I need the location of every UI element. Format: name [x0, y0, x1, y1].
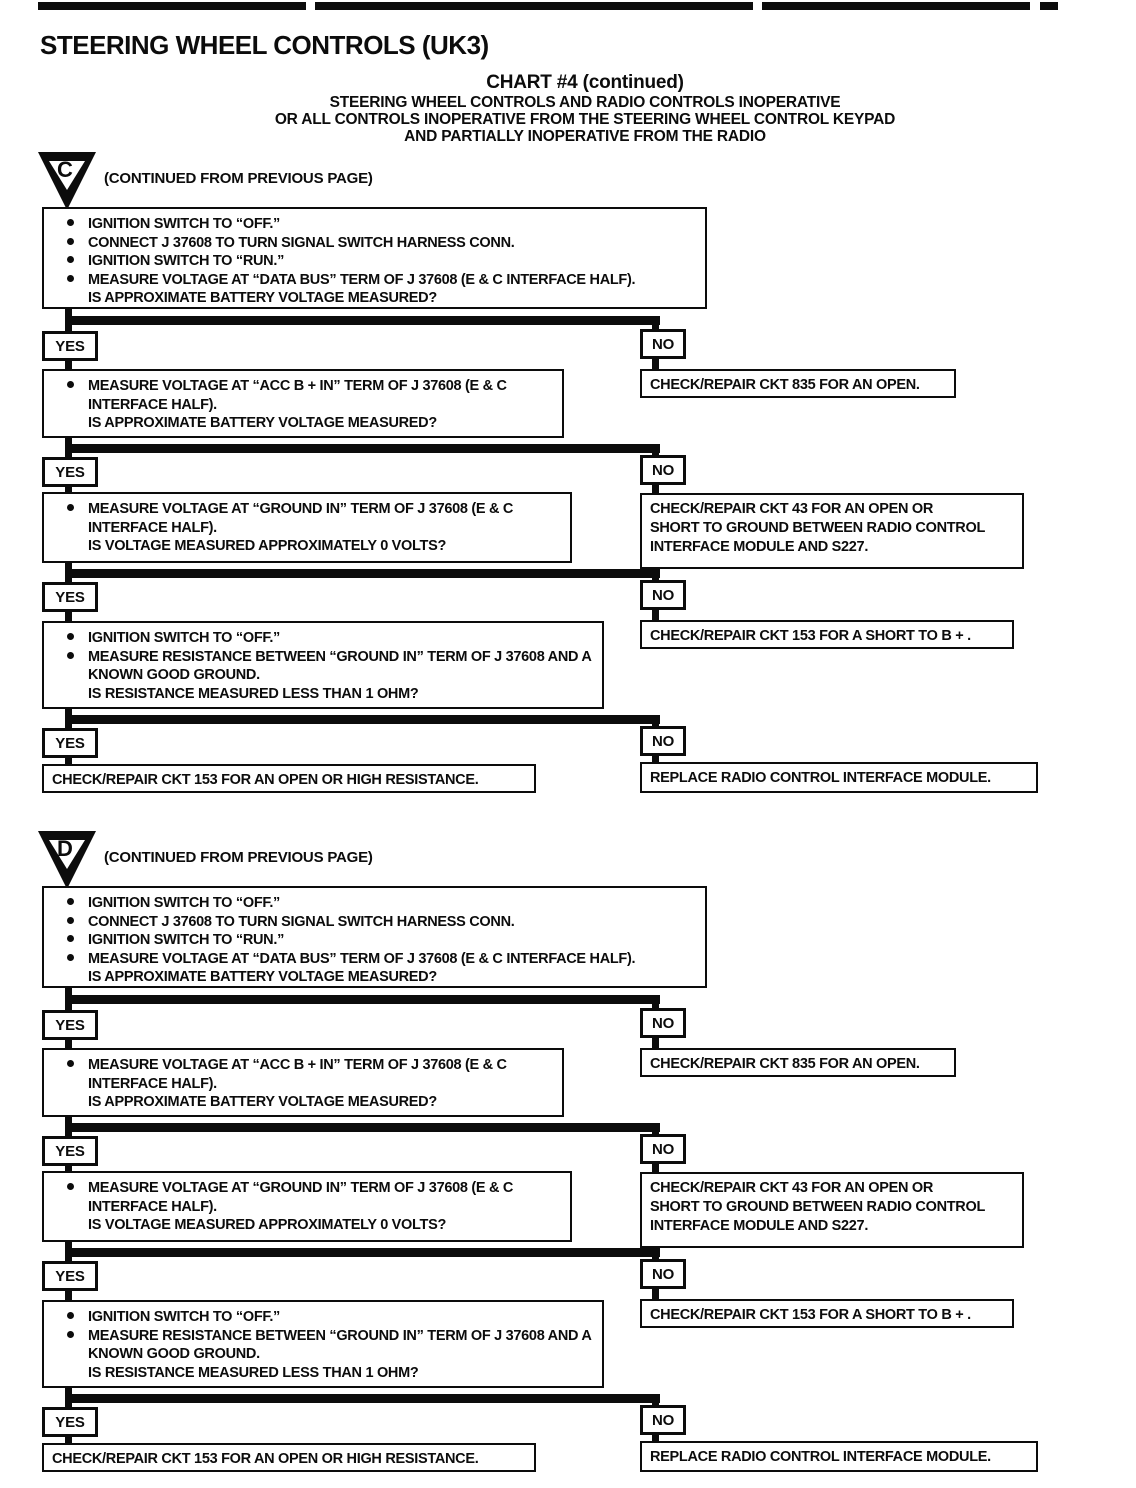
bullet-icon: [52, 215, 88, 234]
connector-line: [65, 1039, 72, 1048]
section-marker-letter: D: [57, 836, 73, 861]
step-bullet: IGNITION SWITCH TO “OFF.”: [52, 215, 697, 234]
page-top-rule: [315, 2, 753, 10]
step-question: IS APPROXIMATE BATTERY VOLTAGE MEASURED?: [52, 289, 697, 308]
no-result-box-2: CHECK/REPAIR CKT 43 FOR AN OPEN OR SHORT TO GROUND BETWEEN RADIO CONTROL INTERFACE MODULE AND S227.: [640, 493, 1024, 569]
connector-line: [65, 1394, 660, 1403]
chart-subtitle-line: OR ALL CONTROLS INOPERATIVE FROM THE STEERING WHEEL CONTROL KEYPAD: [274, 111, 896, 128]
connector-line: [652, 1164, 659, 1172]
step-box-3: [42, 492, 572, 563]
step-question: IS APPROXIMATE BATTERY VOLTAGE MEASURED?: [52, 968, 697, 987]
step-bullet: MEASURE VOLTAGE AT “DATA BUS” TERM OF J 37608 (E & C INTERFACE HALF).: [52, 271, 697, 290]
step-bullet: IGNITION SWITCH TO “RUN.”: [52, 252, 697, 271]
chart-title: CHART #4 (continued): [486, 72, 684, 93]
step-question: IS VOLTAGE MEASURED APPROXIMATELY 0 VOLTS?: [52, 537, 562, 556]
no-box: NO: [640, 1405, 686, 1435]
no-result-box-4: REPLACE RADIO CONTROL INTERFACE MODULE.: [640, 1441, 1038, 1472]
connector-line: [65, 360, 72, 369]
yes-box: YES: [42, 1136, 98, 1166]
step-box-2: [42, 1048, 564, 1117]
no-result-box-4: REPLACE RADIO CONTROL INTERFACE MODULE.: [640, 762, 1038, 793]
page-top-rule: [38, 2, 306, 10]
step-question: IS APPROXIMATE BATTERY VOLTAGE MEASURED?: [52, 414, 554, 433]
bullet-icon: [52, 1093, 88, 1112]
bullet-icon: [52, 685, 88, 704]
section-marker-triangle: [38, 831, 96, 889]
step-box-3: [42, 1171, 572, 1242]
step-box-4: [42, 621, 604, 709]
connector-line: [652, 1289, 659, 1299]
connector-line: [652, 485, 659, 493]
bullet-icon: [52, 252, 88, 271]
no-result-box-2: CHECK/REPAIR CKT 43 FOR AN OPEN OR SHORT TO GROUND BETWEEN RADIO CONTROL INTERFACE MODULE AND S227.: [640, 1172, 1024, 1248]
step-bullet: MEASURE VOLTAGE AT “GROUND IN” TERM OF J 37608 (E & C INTERFACE HALF).: [52, 1179, 562, 1216]
connector-line: [65, 1291, 72, 1300]
connector-line: [652, 610, 659, 620]
no-result-box-3: CHECK/REPAIR CKT 153 FOR A SHORT TO B + .: [640, 620, 1014, 649]
connector-line: [65, 569, 660, 578]
step-bullet: IGNITION SWITCH TO “RUN.”: [52, 931, 697, 950]
section-marker-triangle: [38, 152, 96, 210]
continued-note: (CONTINUED FROM PREVIOUS PAGE): [104, 170, 373, 187]
yes-box: YES: [42, 331, 98, 361]
bullet-icon: [52, 968, 88, 987]
no-box: NO: [640, 1134, 686, 1164]
no-box: NO: [640, 1259, 686, 1289]
bullet-icon: [52, 271, 88, 290]
bullet-icon: [52, 1179, 88, 1216]
no-result-box-3: CHECK/REPAIR CKT 153 FOR A SHORT TO B + .: [640, 1299, 1014, 1328]
step-bullet: MEASURE VOLTAGE AT “ACC B + IN” TERM OF J 37608 (E & C INTERFACE HALF).: [52, 377, 554, 414]
bullet-icon: [52, 629, 88, 648]
step-bullet: CONNECT J 37608 TO TURN SIGNAL SWITCH HARNESS CONN.: [52, 913, 697, 932]
step-bullet: MEASURE VOLTAGE AT “GROUND IN” TERM OF J 37608 (E & C INTERFACE HALF).: [52, 500, 562, 537]
step-question: IS VOLTAGE MEASURED APPROXIMATELY 0 VOLTS?: [52, 1216, 562, 1235]
connector-line: [65, 1248, 660, 1257]
bullet-icon: [52, 1308, 88, 1327]
connector-line: [65, 308, 72, 316]
connector-line: [652, 358, 659, 369]
step-bullet: MEASURE RESISTANCE BETWEEN “GROUND IN” TERM OF J 37608 AND A KNOWN GOOD GROUND.: [52, 648, 594, 685]
chart-subtitle-line: AND PARTIALLY INOPERATIVE FROM THE RADIO: [404, 128, 766, 145]
yes-box: YES: [42, 457, 98, 487]
step-bullet: MEASURE VOLTAGE AT “DATA BUS” TERM OF J 37608 (E & C INTERFACE HALF).: [52, 950, 697, 969]
yes-box: YES: [42, 728, 98, 758]
bullet-icon: [52, 377, 88, 414]
bullet-icon: [52, 1056, 88, 1093]
step-question: IS RESISTANCE MEASURED LESS THAN 1 OHM?: [52, 1364, 594, 1383]
yes-result-box: CHECK/REPAIR CKT 153 FOR AN OPEN OR HIGH RESISTANCE.: [42, 1443, 536, 1472]
bullet-icon: [52, 913, 88, 932]
connector-line: [65, 987, 72, 995]
step-bullet: IGNITION SWITCH TO “OFF.”: [52, 629, 594, 648]
page-title: STEERING WHEEL CONTROLS (UK3): [40, 30, 489, 60]
bullet-icon: [52, 1327, 88, 1364]
no-box: NO: [640, 455, 686, 485]
no-box: NO: [640, 329, 686, 359]
bullet-icon: [52, 1364, 88, 1383]
bullet-icon: [52, 950, 88, 969]
bullet-icon: [52, 648, 88, 685]
bullet-icon: [52, 234, 88, 253]
step-bullet: MEASURE RESISTANCE BETWEEN “GROUND IN” TERM OF J 37608 AND A KNOWN GOOD GROUND.: [52, 1327, 594, 1364]
section-c: [38, 152, 1098, 797]
bullet-icon: [52, 931, 88, 950]
connector-line: [65, 715, 660, 724]
step-bullet: IGNITION SWITCH TO “OFF.”: [52, 1308, 594, 1327]
connector-line: [65, 316, 660, 325]
step-bullet: MEASURE VOLTAGE AT “ACC B + IN” TERM OF J 37608 (E & C INTERFACE HALF).: [52, 1056, 554, 1093]
step-box-4: [42, 1300, 604, 1388]
page-top-rule: [1040, 2, 1058, 10]
connector-line: [65, 1123, 660, 1132]
yes-box: YES: [42, 1261, 98, 1291]
connector-line: [65, 995, 660, 1004]
connector-line: [65, 444, 660, 453]
bullet-icon: [52, 537, 88, 556]
yes-box: YES: [42, 582, 98, 612]
step-bullet: IGNITION SWITCH TO “OFF.”: [52, 894, 697, 913]
step-question: IS APPROXIMATE BATTERY VOLTAGE MEASURED?: [52, 1093, 554, 1112]
section-marker-letter: C: [57, 157, 73, 182]
page-top-rule: [762, 2, 1030, 10]
yes-box: YES: [42, 1407, 98, 1437]
chart-subtitle-line: STEERING WHEEL CONTROLS AND RADIO CONTROLS INOPERATIVE: [329, 94, 841, 111]
step-bullet: CONNECT J 37608 TO TURN SIGNAL SWITCH HARNESS CONN.: [52, 234, 697, 253]
step-box-1: [42, 886, 707, 988]
no-result-box-1: CHECK/REPAIR CKT 835 FOR AN OPEN.: [640, 1048, 956, 1077]
bullet-icon: [52, 500, 88, 537]
bullet-icon: [52, 894, 88, 913]
no-box: NO: [640, 580, 686, 610]
step-box-1: [42, 207, 707, 309]
continued-note: (CONTINUED FROM PREVIOUS PAGE): [104, 849, 373, 866]
step-box-2: [42, 369, 564, 438]
step-question: IS RESISTANCE MEASURED LESS THAN 1 OHM?: [52, 685, 594, 704]
bullet-icon: [52, 289, 88, 308]
yes-box: YES: [42, 1010, 98, 1040]
bullet-icon: [52, 1216, 88, 1235]
no-result-box-1: CHECK/REPAIR CKT 835 FOR AN OPEN.: [640, 369, 956, 398]
no-box: NO: [640, 726, 686, 756]
connector-line: [652, 1037, 659, 1048]
no-box: NO: [640, 1008, 686, 1038]
chart-heading: [60, 72, 1110, 145]
yes-result-box: CHECK/REPAIR CKT 153 FOR AN OPEN OR HIGH RESISTANCE.: [42, 764, 536, 793]
bullet-icon: [52, 414, 88, 433]
section-d: [38, 831, 1098, 1476]
connector-line: [65, 612, 72, 621]
